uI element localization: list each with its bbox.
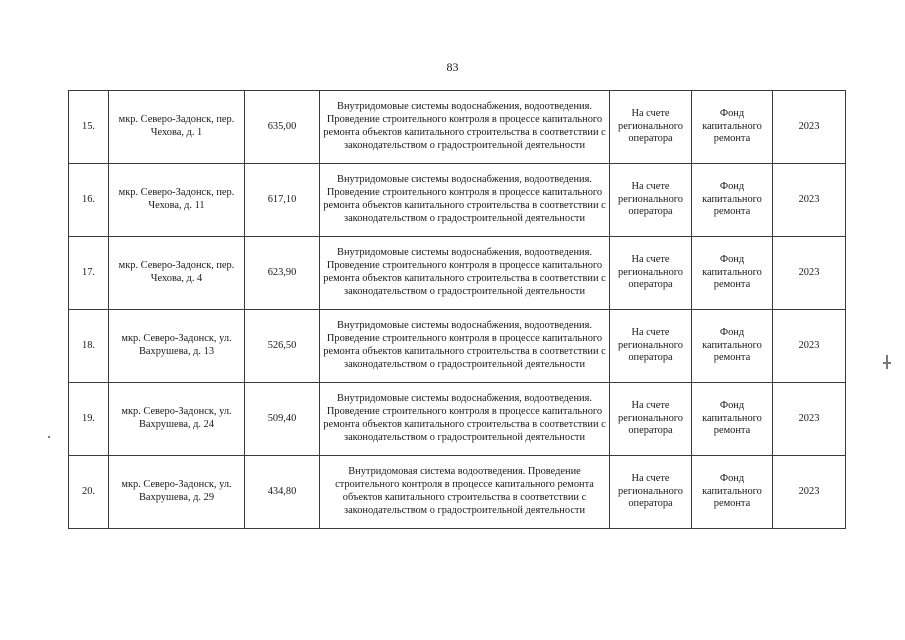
year-cell: 2023	[773, 310, 846, 383]
table-row	[69, 91, 846, 164]
row-number-cell: 16.	[69, 164, 109, 237]
row-number-cell: 18.	[69, 310, 109, 383]
account-cell: На счете регионального оператора	[610, 383, 692, 456]
year-cell: 2023	[773, 91, 846, 164]
scan-artifact	[883, 362, 891, 364]
work-description-cell: Внутридомовые системы водоснабжения, водоотведения. Проведение строительного контроля в процессе капитального ремонта объектов капитального строительства в соответствии с законодательством о градостроительной деятельности	[320, 237, 610, 310]
area-cell: 434,80	[245, 456, 320, 529]
address-cell: мкр. Северо-Задонск, пер. Чехова, д. 11	[109, 164, 245, 237]
funding-source-cell: Фонд капитального ремонта	[692, 456, 773, 529]
account-cell: На счете регионального оператора	[610, 310, 692, 383]
table-row	[69, 164, 846, 237]
funding-source-cell: Фонд капитального ремонта	[692, 310, 773, 383]
repair-schedule-table	[68, 90, 846, 529]
area-cell: 623,90	[245, 237, 320, 310]
address-cell: мкр. Северо-Задонск, ул. Вахрушева, д. 24	[109, 383, 245, 456]
year-cell: 2023	[773, 237, 846, 310]
address-cell: мкр. Северо-Задонск, ул. Вахрушева, д. 13	[109, 310, 245, 383]
year-cell: 2023	[773, 456, 846, 529]
work-description-cell: Внутридомовые системы водоснабжения, водоотведения. Проведение строительного контроля в процессе капитального ремонта объектов капитального строительства в соответствии с законодательством о градостроительной деятельности	[320, 383, 610, 456]
work-description-cell: Внутридомовые системы водоснабжения, водоотведения. Проведение строительного контроля в процессе капитального ремонта объектов капитального строительства в соответствии с законодательством о градостроительной деятельности	[320, 310, 610, 383]
area-cell: 509,40	[245, 383, 320, 456]
year-cell: 2023	[773, 383, 846, 456]
funding-source-cell: Фонд капитального ремонта	[692, 237, 773, 310]
page-number: 83	[446, 60, 459, 74]
work-description-cell: Внутридомовая система водоотведения. Проведение строительного контроля в процессе капитального ремонта объектов капитального строительства в соответствии с законодательством о градостроительной деятельности	[320, 456, 610, 529]
account-cell: На счете регионального оператора	[610, 91, 692, 164]
funding-source-cell: Фонд капитального ремонта	[692, 91, 773, 164]
area-cell: 617,10	[245, 164, 320, 237]
funding-source-cell: Фонд капитального ремонта	[692, 164, 773, 237]
area-cell: 526,50	[245, 310, 320, 383]
table-row	[69, 383, 846, 456]
table-row	[69, 456, 846, 529]
table-row	[69, 310, 846, 383]
account-cell: На счете регионального оператора	[610, 164, 692, 237]
table-row	[69, 237, 846, 310]
work-description-cell: Внутридомовые системы водоснабжения, водоотведения. Проведение строительного контроля в процессе капитального ремонта объектов капитального строительства в соответствии с законодательством о градостроительной деятельности	[320, 164, 610, 237]
row-number-cell: 15.	[69, 91, 109, 164]
row-number-cell: 19.	[69, 383, 109, 456]
address-cell: мкр. Северо-Задонск, пер. Чехова, д. 1	[109, 91, 245, 164]
work-description-cell: Внутридомовые системы водоснабжения, водоотведения. Проведение строительного контроля в процессе капитального ремонта объектов капитального строительства в соответствии с законодательством о градостроительной деятельности	[320, 91, 610, 164]
account-cell: На счете регионального оператора	[610, 456, 692, 529]
row-number-cell: 20.	[69, 456, 109, 529]
address-cell: мкр. Северо-Задонск, пер. Чехова, д. 4	[109, 237, 245, 310]
account-cell: На счете регионального оператора	[610, 237, 692, 310]
row-number-cell: 17.	[69, 237, 109, 310]
area-cell: 635,00	[245, 91, 320, 164]
funding-source-cell: Фонд капитального ремонта	[692, 383, 773, 456]
scan-artifact	[48, 436, 50, 438]
address-cell: мкр. Северо-Задонск, ул. Вахрушева, д. 29	[109, 456, 245, 529]
year-cell: 2023	[773, 164, 846, 237]
